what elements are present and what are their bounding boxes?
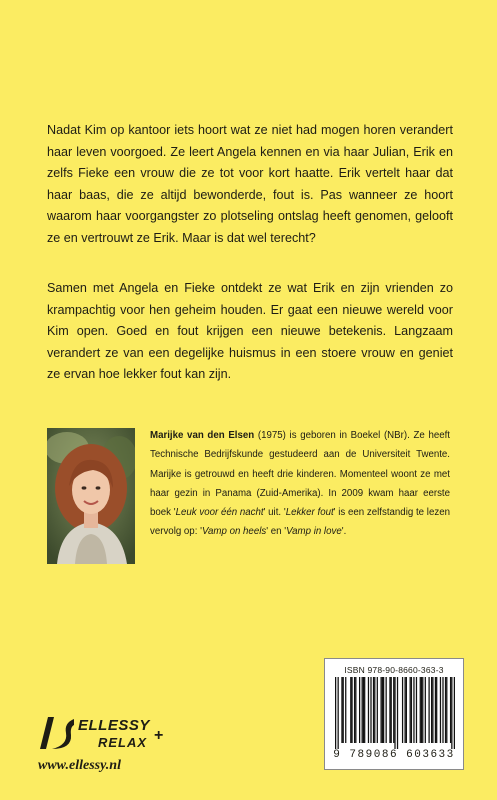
bio-text: ' uit. ' [263,507,286,519]
publisher-logo [38,715,178,751]
publisher-sub: RELAX [98,735,148,750]
bio-text: (1975) is geboren in Boekel (NBr). Ze heeft Technische Bedrijfskunde gestudeerd aan de Universiteit Twente. Marijke is getrouwd en heeft drie kinderen. Momenteel woont ze met haar gezin in Panama (Zuid-Amerika). In 2009 kwam haar eerste boek ' [150,430,450,519]
blurb-paragraph-1: Nadat Kim op kantoor iets hoort wat ze niet had mogen horen verandert haar leven voorgoed. Ze leert Angela kennen en via haar Julian, Erik en zelfs Fieke een vrouw die ze tot voor kort haatte. Erik vertelt haar dat haar baas, die ze altijd bewonderde, fout is. Pas wanneer ze hoort waarom haar voorgangster zo plotseling ontslag heeft genomen, gelooft ze en vertrouwt ze Erik. Maar is dat wel terecht? [47,123,453,245]
book-title: Lekker fout [285,507,334,519]
isbn-barcode [324,658,464,770]
author-bio [150,426,450,542]
book-title: Vamp in love [286,526,342,538]
book-title: Vamp on heels [201,526,267,538]
bio-text: ' is een zelfstandig te lezen vervolg op: ' [150,507,450,538]
blurb-paragraph-2: Samen met Angela en Fieke ontdekt ze wat Erik en zijn vrienden zo krampachtig voor hen geheim houden. Er gaat een nieuwe wereld voor Kim open. Goed en fout krijgen een nieuwe betekenis. Langzaam verandert ze van een degelijke huismus in een stoere vrouw en geniet ze ervan hoe lekker fout kan zijn. [47,281,453,382]
book-title: Leuk voor één nacht [175,507,264,519]
publisher-name: ELLESSY [78,717,150,734]
barcode-bars [335,677,455,749]
publisher-website: www.ellessy.nl [38,758,121,773]
ellessy-logo-icon [38,715,76,751]
author-photo [47,428,135,564]
bio-text: '. [341,526,347,538]
bio-text: ' en ' [266,526,287,538]
author-name: Marijke van den Elsen [150,430,255,441]
isbn-label: ISBN 978-90-8660-363-3 [344,665,444,675]
publisher-plus: + [154,727,164,744]
barcode-digits: 9 789086 603633 [333,749,455,761]
